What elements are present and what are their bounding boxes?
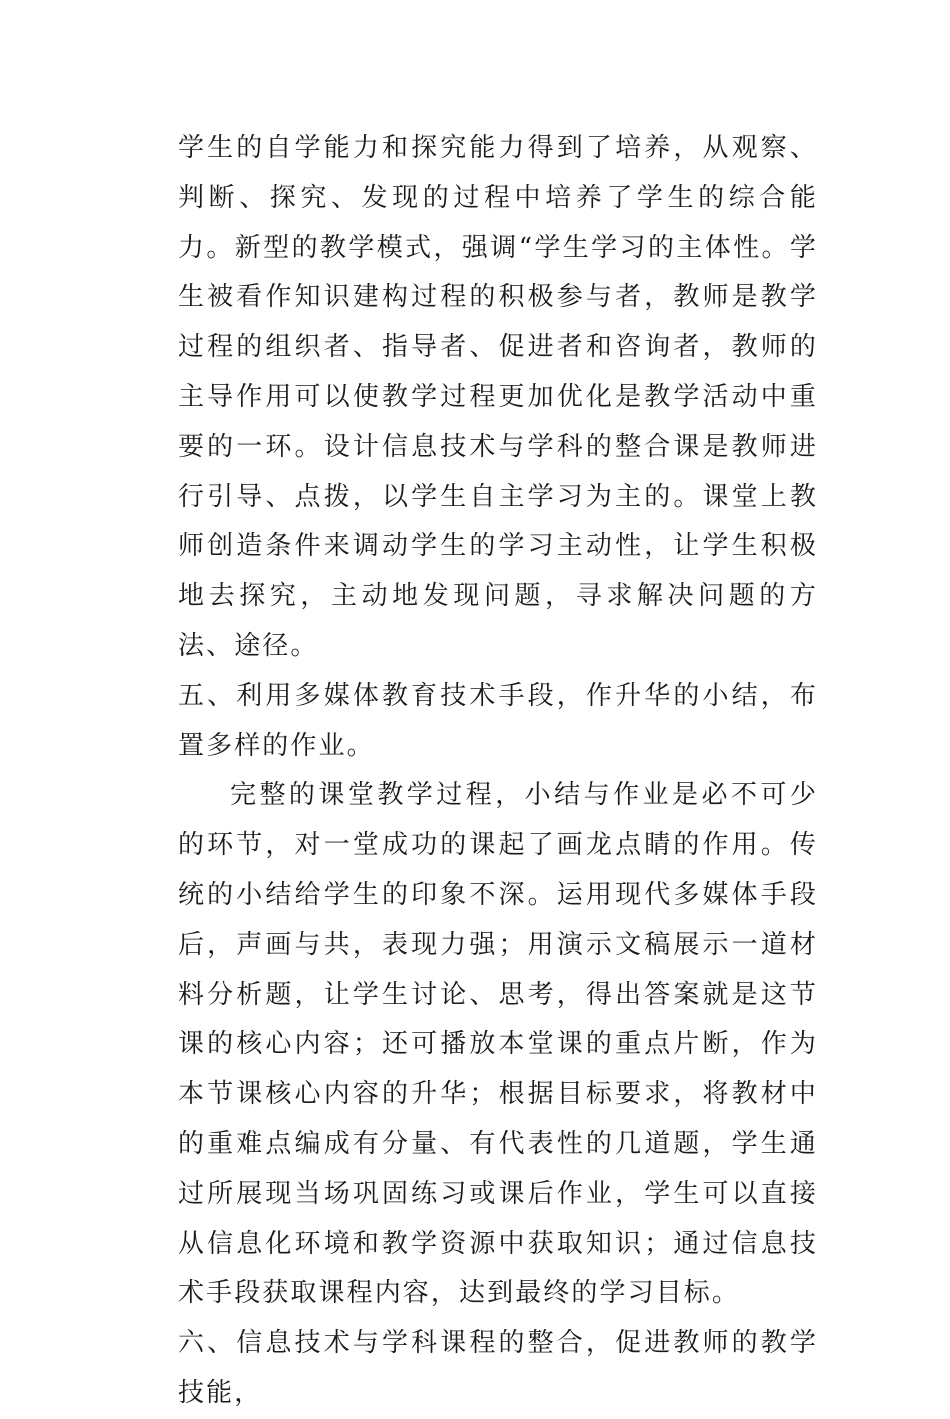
section-heading: 五、利用多媒体教育技术手段，作升华的小结，布置多样的作业。 <box>178 680 818 761</box>
body-paragraph: 完整的课堂教学过程，小结与作业是必不可少的环节，对一堂成功的课起了画龙点睛的作用。传统的小结给学生的印象不深。运用现代多媒体手段后，声画与共，表现力强；用演示文稿展示一道材料分析题，让学生讨论、思考，得出答案就是这节课的核心内容；还可播放本堂课的重点片断，作为本节课核心内容的升华；根据目标要求，将教材中的重难点编成有分量、有代表性的几道题，学生通过所展现当场巩固练习或课后作业，学生可以直接从信息化环境和教学资源中获取知识；通过信息技术手段获取课程内容，达到最终的学习目标。 <box>178 780 818 1309</box>
section-heading: 六、信息技术与学科课程的整合，促进教师的教学技能， <box>178 1328 818 1408</box>
body-paragraph: 学生的自学能力和探究能力得到了培养，从观察、判断、探究、发现的过程中培养了学生的综合能力。新型的教学模式，强调“学生学习的主体性。学生被看作知识建构过程的积极参与者，教师是教学过程的组织者、指导者、促进者和咨询者，教师的主导作用可以使教学过程更加优化是教学活动中重要的一环。设计信息技术与学科的整合课是教师进行引导、点拨，以学生自主学习为主的。课堂上教师创造条件来调动学生的学习主动性，让学生积极地去探究，主动地发现问题，寻求解决问题的方法、途径。 <box>178 133 818 661</box>
document-body <box>178 124 818 1419</box>
